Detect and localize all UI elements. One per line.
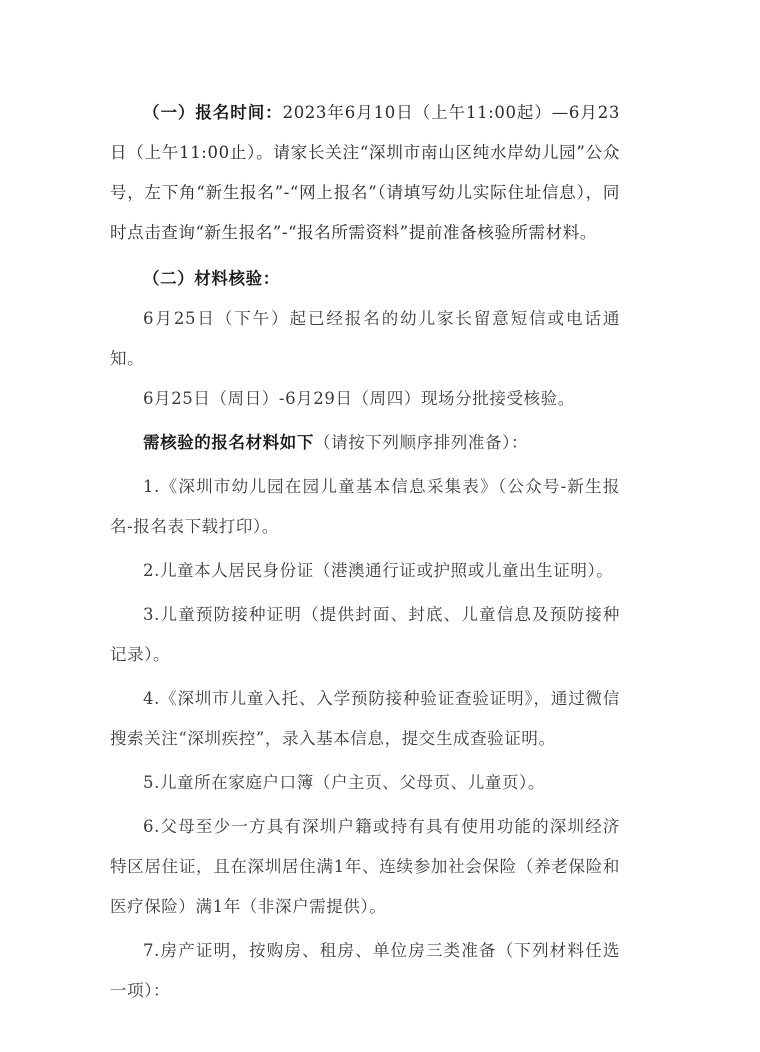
section1-text: 2023年6月10日（上午11:00起）—6月23日（上午11:00止）。请家长关注“深圳市南山区纯水岸幼儿园”公众号，左下角“新生报名”-“网上报名”（请填写幼儿实际住址信息），同时点击查询“新生报名”-“报名所需资料”提前准备核验所需材料。	[110, 103, 620, 242]
section-materials-heading: （二）材料核验：	[143, 269, 280, 288]
material-item-1: 1.《深圳市幼儿园在园儿童基本信息采集表》（公众号-新生报名-报名表下载打印）。	[110, 477, 620, 536]
materials-intro	[110, 423, 620, 463]
materials-note: （请按下列顺序排列准备）：	[314, 433, 529, 452]
section1-heading: （一）报名时间：	[143, 103, 283, 122]
material-item-5: 5.儿童所在家庭户口簿（户主页、父母页、儿童页）。	[143, 773, 545, 792]
section-registration-time	[110, 93, 620, 253]
notice-onsite: 6月25日（周日）-6月29日（周四）现场分批接受核验。	[143, 389, 575, 408]
notice-sms: 6月25日（下午）起已经报名的幼儿家长留意短信或电话通知。	[110, 309, 620, 368]
material-item-7: 7.房产证明，按购房、租房、单位房三类准备（下列材料任选一项）：	[110, 941, 620, 1000]
material-item-2: 2.儿童本人居民身份证（港澳通行证或护照或儿童出生证明）。	[143, 561, 614, 580]
material-item-3: 3.儿童预防接种证明（提供封面、封底、儿童信息及预防接种记录）。	[110, 605, 620, 664]
material-item-4: 4.《深圳市儿童入托、入学预防接种验证查验证明》，通过微信搜索关注“深圳疾控”，录入基本信息，提交生成查验证明。	[110, 689, 620, 748]
materials-heading: 需核验的报名材料如下	[143, 433, 314, 452]
material-item-6: 6.父母至少一方具有深圳户籍或持有具有使用功能的深圳经济特区居住证，且在深圳居住满1年、连续参加社会保险（养老保险和医疗保险）满1年（非深户需提供）。	[110, 817, 620, 916]
